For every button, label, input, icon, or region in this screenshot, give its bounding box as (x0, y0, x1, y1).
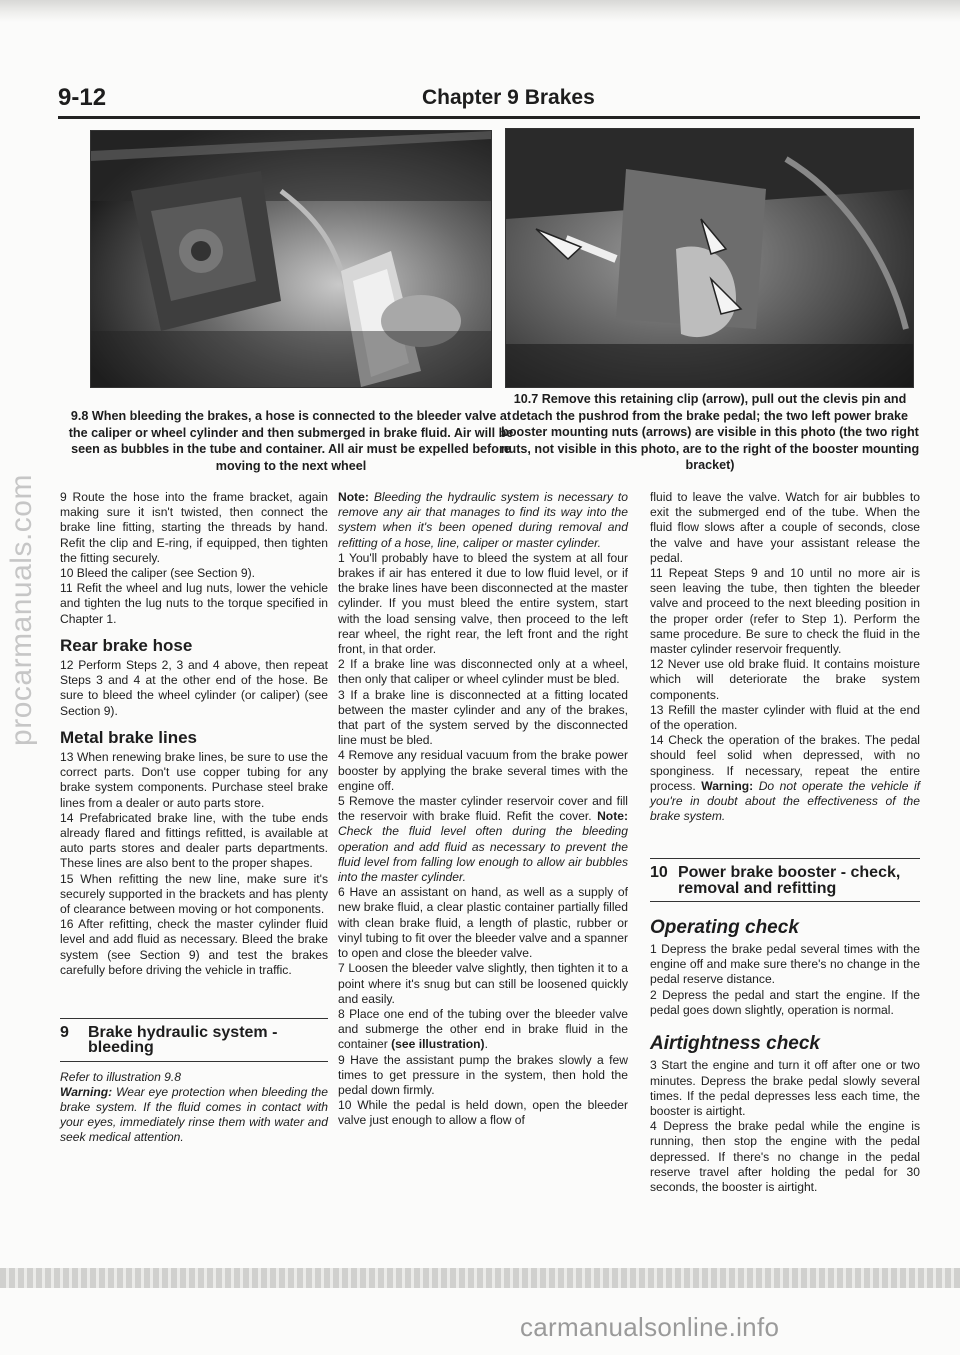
note-label: Note: (597, 809, 628, 824)
paragraph: 13 When renewing brake lines, be sure to use the correct parts. Don't use copper tubing for any brake system components. Purchase steel brake lines from a dealer or auto parts store. (60, 750, 328, 810)
paragraph: 10 Bleed the caliper (see Section 9). (60, 566, 255, 581)
paragraph: 10 While the pedal is held down, open the bleeder valve just enough to allow a flow of (338, 1098, 628, 1128)
scan-edge-top (0, 0, 960, 22)
paragraph: 1 You'll probably have to bleed the system at all four brakes if air has entered it due to low fluid level, or if the brake lines have been disconnected at the master cylinder. If you must bleed the entire system, start with the load sensing valve, then proceed to the left rear wheel, the right rear, the left front and the right front, in that order. (338, 550, 628, 657)
text-column-2 (338, 490, 628, 1129)
paragraph: 9 Have the assistant pump the brakes slowly a few times to get pressure in the system, then hold the pedal down firmly. (338, 1052, 628, 1097)
step-14-text: 14 Check the operation of the brakes. The pedal should feel solid when depressed, with no sponginess. If necessary, repeat the entire process. (650, 733, 920, 793)
paragraph: 16 After refitting, check the master cylinder fluid level and add fluid as necessary. Bleed the brake system (see Section 9) and test the brakes carefully before driving the vehicle in traffic. (60, 917, 328, 977)
paragraph: 11 Repeat Steps 9 and 10 until no more air is seen leaving the tube, then tighten the bleeder valve and proceed to the next bleeding position in the proper order (refer to Step 1). Perform the same procedure. Be sure to check the fluid in the master cylinder reservoir frequently. (650, 566, 920, 657)
section-heading-9 (60, 1018, 328, 1061)
caption-figure-9-8: 9.8 When bleeding the brakes, a hose is connected to the bleeder valve at the caliper or wheel cylinder and then submerged in brake fluid. Air will be seen as bubbles in the tube and container. All air must be expelled before moving to the next wheel (68, 409, 514, 473)
paragraph: 14 Prefabricated brake line, with the tube ends already flared and fittings refitted, is available at auto parts stores and dealer parts departments. These lines are also bent to the proper shapes. (60, 810, 328, 871)
paragraph: 4 Remove any residual vacuum from the brake power booster by applying the brake several times with the engine off. (338, 748, 628, 793)
section-number: 10 (650, 864, 668, 882)
paragraph (650, 733, 920, 824)
illustration-link: (see illustration) (391, 1037, 485, 1052)
text-column-3 (650, 490, 920, 1195)
paragraph: 12 Perform Steps 2, 3 and 4 above, then repeat Steps 3 and 4 at the other end of the hose. Be sure to bleed the wheel cylinder (or caliper) (see Section 9). (60, 658, 328, 718)
note-label: Note: (338, 490, 369, 504)
note-text: Check the fluid level often during the bleeding operation and add fluid as necessary to prevent the fluid level from falling low enough to allow air bubbles into the master cylinder. (338, 824, 628, 885)
note-paragraph (338, 490, 628, 551)
note-text: Bleeding the hydraulic system is necessary to remove any air that manages to find its way into the system when it's been opened during removal and refitting of a hose, line, caliper or master cylinder. (338, 490, 628, 550)
paragraph: 2 Depress the pedal and start the engine. If the pedal goes down slightly, operation is normal. (650, 987, 920, 1017)
header-rule (58, 116, 920, 119)
paragraph: 3 If a brake line is disconnected at a fitting located between the master cylinder and any of the brakes, that part of the system served by the disconnected line must be bled. (338, 687, 628, 748)
text-column-1 (60, 490, 328, 1146)
paragraph: fluid to leave the valve. Watch for air bubbles to exit the submerged end of the tube. When the fluid flow slows after a couple of seconds, close the valve and have your assistant release the pedal. (650, 490, 920, 565)
warning-label: Warning: (60, 1084, 113, 1099)
section-number: 9 (60, 1024, 69, 1042)
page-number: 9-12 (58, 84, 107, 111)
chapter-title: Chapter 9 Brakes (422, 86, 595, 109)
paragraph: 15 When refitting the new line, make sure it's securely supported in the brackets and has plenty of clearance between moving or hot components. (60, 871, 328, 917)
side-watermark: procarmanuals.com (5, 474, 38, 746)
warning-paragraph (60, 1085, 328, 1146)
paragraph: 1 Depress the brake pedal several times with the engine off and make sure there's no change in the pedal reserve distance. (650, 942, 920, 987)
paragraph: 13 Refill the master cylinder with fluid at the end of the operation. (650, 702, 920, 733)
step-8-end: . (484, 1037, 488, 1052)
paragraph: 4 Depress the brake pedal while the engine is running, then stop the engine with the pedal depressed. If there's no change in the pedal reserve travel after holding the pedal for 30 seconds, the booster is airtight. (650, 1119, 920, 1194)
warning-text: Wear eye protection when bleeding the brake system. If the fluid comes in contact with your eyes, immediately rinse them with water and seek medical attention. (60, 1084, 328, 1145)
paragraph: 12 Never use old brake fluid. It contains moisture which will deteriorate the brake system components. (650, 657, 920, 702)
subheading-metal-brake-lines: Metal brake lines (60, 727, 198, 747)
paragraph (338, 1007, 628, 1053)
paragraph (338, 794, 628, 885)
caption-figure-10-7: 10.7 Remove this retaining clip (arrow), pull out the clevis pin and detach the pushrod from the brake pedal; the two left power brake booster mounting nuts (arrows) are visible in this photo (the two right nuts, not visible in this photo, are to the right of the booster mounting bracket) (500, 392, 920, 472)
step-5-text: 5 Remove the master cylinder reservoir cover and fill the reservoir with brake fluid. Refit the cover. (338, 794, 628, 824)
paragraph: 7 Loosen the bleeder valve slightly, then tighten it to a point where it's snug but can still be loosened quickly and easily. (338, 961, 628, 1006)
warning-label: Warning: (701, 778, 754, 793)
paragraph: 2 If a brake line was disconnected only at a wheel, then only that caliper or wheel cylinder must be bled. (338, 657, 628, 687)
page-header (58, 84, 918, 114)
subheading-operating-check: Operating check (650, 916, 799, 938)
scan-edge-bottom (0, 1268, 960, 1288)
section-heading-10 (650, 858, 920, 901)
subheading-rear-brake-hose: Rear brake hose (60, 635, 193, 655)
footer-watermark: carmanualsonline.info (520, 1312, 780, 1342)
section-title: Power brake booster - check, removal and refitting (678, 864, 901, 897)
paragraph: 3 Start the engine and turn it off after one or two minutes. Depress the brake pedal slowly several times. If the pedal depresses less each time, the booster is airtight. (650, 1058, 920, 1118)
illustration-reference: Refer to illustration 9.8 (60, 1069, 181, 1084)
photo-booster-pushrod (505, 128, 914, 388)
step-8-text: 8 Place one end of the tubing over the bleeder valve and submerge the other end in brake fluid in the container (338, 1006, 628, 1052)
warning-text: Do not operate the vehicle if you're in doubt about the effectiveness of the brake system. (650, 778, 920, 824)
photo-brake-bleeding (90, 130, 492, 388)
section-title: Brake hydraulic system - bleeding (88, 1024, 278, 1057)
paragraph: 6 Have an assistant on hand, as well as a supply of new brake fluid, a clear plastic container partially filled with clean brake fluid, a length of plastic, rubber or vinyl tubing to fit over the bleeder valve and a spanner to open and close the bleeder valve. (338, 885, 628, 961)
paragraph: 11 Refit the wheel and lug nuts, lower the vehicle and tighten the lug nuts to the torque specified in Chapter 1. (60, 581, 328, 626)
subheading-airtightness-check: Airtightness check (650, 1033, 820, 1055)
paragraph: 9 Route the hose into the frame bracket, again making sure it isn't twisted, then connect the brake line fitting, starting the threads by hand. Refit the clip and E-ring, if equipped, then tighten the fitting securely. (60, 490, 328, 565)
